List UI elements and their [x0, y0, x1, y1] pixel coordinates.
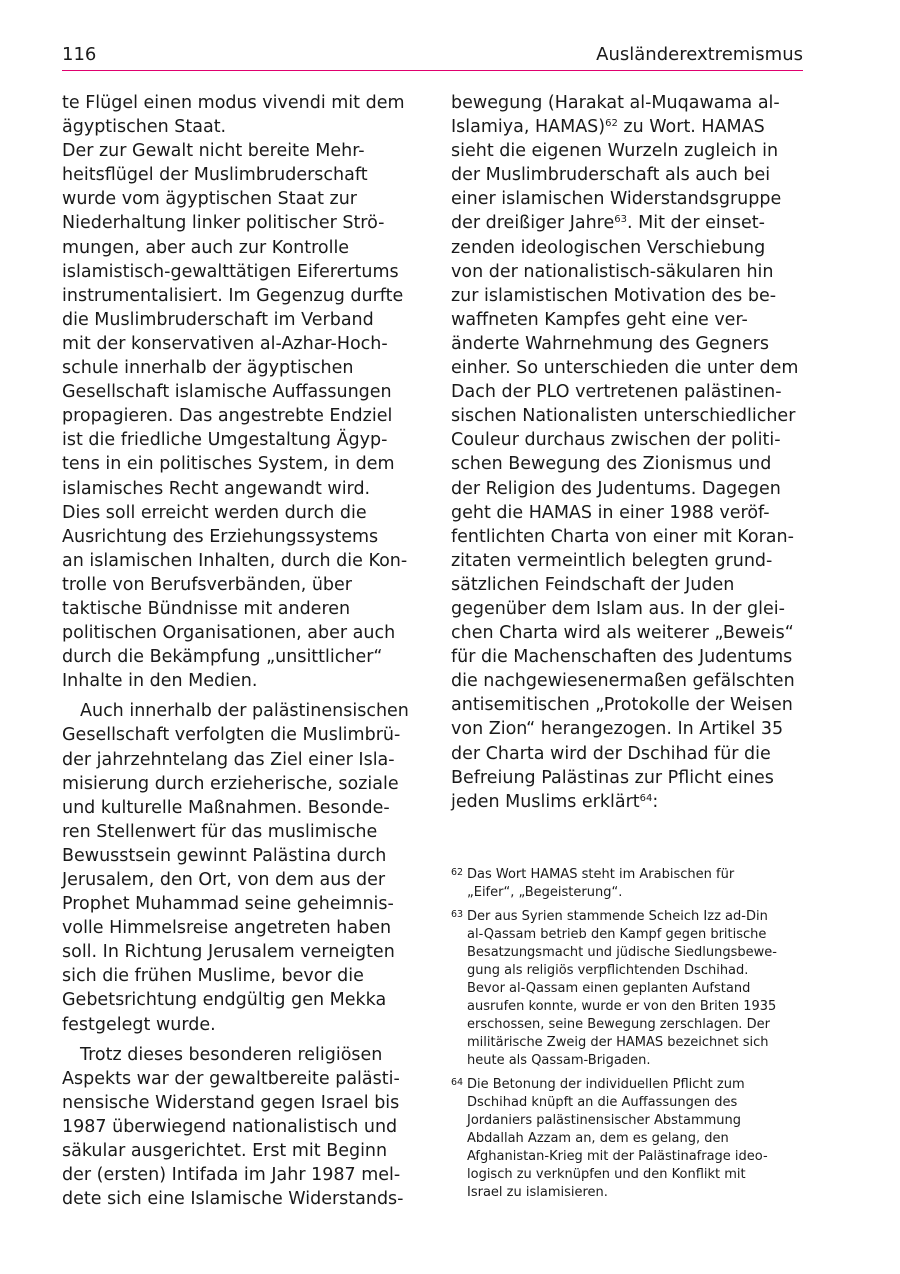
text-line: Der zur Gewalt nicht bereite Mehr-: [62, 141, 365, 162]
text-line: 1987 überwiegend nationalistisch und: [62, 1116, 398, 1137]
text-line: zur islamistischen Motivation des be-: [451, 285, 777, 306]
text-line: fentlichten Charta von einer mit Koran-: [451, 526, 794, 547]
text-line: nensische Widerstand gegen Israel bis: [62, 1092, 400, 1113]
paragraph: [451, 91, 803, 814]
footnote-number: 63: [451, 909, 464, 920]
text-line: der Muslimbruderschaft als auch bei: [451, 165, 771, 186]
text-line: einer islamischen Widerstandsgruppe: [451, 189, 782, 210]
footnote-line: gung als religiös verpflichtenden Dschihad.: [467, 963, 749, 978]
footnote-line: militärische Zweig der HAMAS bezeichnet sich: [467, 1035, 769, 1050]
paragraph: [62, 91, 414, 139]
footnote-ref[interactable]: 64: [639, 792, 653, 804]
footnote: [451, 866, 811, 902]
text-line: propagieren. Das angestrebte Endziel: [62, 406, 393, 427]
footnote-line: Afghanistan-Krieg mit der Palästinafrage ideo-: [467, 1149, 768, 1164]
text-line: waffneten Kampfes geht eine ver-: [451, 309, 748, 330]
text-line: Aspekts war der gewaltbereite palästi-: [62, 1068, 400, 1089]
text-line: der Religion des Judentums. Dagegen: [451, 478, 781, 499]
footnote-line: Besatzungsmacht und jüdische Siedlungsbewe-: [467, 945, 777, 960]
text-line: Jerusalem, den Ort, von dem aus der: [62, 870, 386, 890]
text-line: von der nationalistisch-säkularen hin: [451, 261, 774, 282]
footnote-line: Israel zu islamisieren.: [467, 1185, 608, 1200]
footnote-line: Abdallah Azzam an, dem es gelang, den: [467, 1131, 729, 1146]
page-number: 116: [62, 44, 97, 65]
text-line: der jahrzehntelang das Ziel einer Isla-: [62, 749, 395, 770]
text-line: änderte Wahrnehmung des Gegners: [451, 333, 769, 354]
text-line: misierung durch erzieherische, soziale: [62, 773, 399, 794]
text-line: Trotz dieses besonderen religiösen: [80, 1044, 383, 1065]
text-line: der (ersten) Intifada im Jahr 1987 mel-: [62, 1165, 401, 1186]
text-line: taktische Bündnisse mit anderen: [62, 598, 351, 619]
text-line: an islamischen Inhalten, durch die Kon-: [62, 550, 408, 571]
text-line: islamistisch-gewalttätigen Eiferertums: [62, 261, 399, 282]
text-line: jeden Muslims erklärt$^{64}$:: [451, 791, 659, 812]
text-line: trolle von Berufsverbänden, über: [62, 574, 352, 595]
footnotes: [451, 866, 811, 1208]
text-line: sich die frühen Muslime, bevor die: [62, 966, 364, 987]
text-line: bewegung (Harakat al-Muqawama al-: [451, 93, 780, 113]
text-line: Couleur durchaus zwischen der politi-: [451, 430, 781, 451]
text-line: Gesellschaft verfolgten die Muslimbrü-: [62, 725, 401, 746]
text-line: zitaten vermeintlich belegten grund-: [451, 550, 773, 571]
footnote-number: 62: [451, 867, 464, 878]
text-line: Niederhaltung linker politischer Strö-: [62, 213, 385, 234]
footnote-line: ausrufen konnte, wurde er von den Briten 1935: [467, 999, 777, 1014]
text-line: der Charta wird der Dschihad für die: [451, 743, 771, 764]
text-line: sätzlichen Feindschaft der Juden: [451, 574, 735, 595]
text-line: von Zion“ herangezogen. In Artikel 35: [451, 719, 784, 740]
text-line: durch die Bekämpfung „unsittlicher“: [62, 647, 383, 668]
text-line: zenden ideologischen Verschiebung: [451, 237, 766, 258]
paragraph: [62, 139, 414, 693]
footnote-line: erschossen, seine Bewegung zerschlagen. Der: [467, 1017, 770, 1032]
text-line: wurde vom ägyptischen Staat zur: [62, 189, 357, 210]
footnote-line: al-Qassam betrieb den Kampf gegen britische: [467, 927, 767, 942]
text-line: die Muslimbruderschaft im Verband: [62, 309, 374, 330]
text-line: Bewusstsein gewinnt Palästina durch: [62, 845, 387, 866]
footnote-line: Jordaniers palästinensischer Abstammung: [467, 1113, 742, 1128]
left-column: [62, 91, 414, 1211]
text-line: für die Machenschaften des Judentums: [451, 647, 793, 668]
text-line: Prophet Muhammad seine geheimnis-: [62, 894, 394, 915]
footnote-ref[interactable]: 63: [614, 214, 627, 226]
text-line: Dach der PLO vertretenen palästinen-: [451, 382, 782, 403]
text-line: und kulturelle Maßnahmen. Besonde-: [62, 797, 390, 818]
text-line: festgelegt wurde.: [62, 1014, 216, 1035]
text-line: Befreiung Palästinas zur Pflicht eines: [451, 767, 774, 788]
text-line: Islamiya, HAMAS)$^{62}$ zu Wort. HAMAS: [451, 117, 765, 138]
text-line: schen Bewegung des Zionismus und: [451, 454, 772, 475]
text-line: politischen Organisationen, aber auch: [62, 623, 396, 644]
text-line: sieht die eigenen Wurzeln zugleich in: [451, 141, 779, 162]
text-line: tens in ein politisches System, in dem: [62, 454, 395, 475]
paragraph: [62, 699, 414, 1036]
text-line: instrumentalisiert. Im Gegenzug durfte: [62, 285, 404, 306]
text-line: geht die HAMAS in einer 1988 veröf-: [451, 502, 770, 523]
text-line: einher. So unterschieden die unter dem: [451, 358, 799, 379]
footnote-line: heute als Qassam-Brigaden.: [467, 1053, 651, 1068]
text-line: ren Stellenwert für das muslimische: [62, 821, 378, 842]
footnote-line: Bevor al-Qassam einen geplanten Aufstand: [467, 981, 751, 996]
footnote-line: Dschihad knüpft an die Auffassungen des: [467, 1095, 738, 1110]
footnote-number: 64: [451, 1077, 464, 1088]
text-line: antisemitischen „Protokolle der Weisen: [451, 695, 793, 716]
footnote-line: logisch zu verknüpfen und den Konflikt mit: [467, 1167, 746, 1182]
text-line: volle Himmelsreise angetreten haben: [62, 918, 392, 939]
text-line: Inhalte in den Medien.: [62, 671, 258, 692]
footnote-line: Die Betonung der individuellen Pflicht zum: [467, 1077, 745, 1092]
text-line: gegenüber dem Islam aus. In der glei-: [451, 598, 785, 619]
text-line: ägyptischen Staat.: [62, 117, 227, 138]
footnote-line: Der aus Syrien stammende Scheich Izz ad-Din: [467, 909, 768, 924]
text-line: soll. In Richtung Jerusalem verneigten: [62, 942, 395, 963]
text-line: ist die friedliche Umgestaltung Ägyp-: [62, 430, 388, 451]
text-line: heitsflügel der Muslimbruderschaft: [62, 165, 368, 186]
text-line: der dreißiger Jahre$^{63}$. Mit der einset-: [451, 213, 765, 234]
footnote: [451, 908, 811, 1070]
footnote-ref[interactable]: 62: [605, 118, 618, 130]
right-column: [451, 91, 803, 814]
paragraph: [62, 1043, 414, 1212]
text-line: islamisches Recht angewandt wird.: [62, 478, 371, 499]
footnote-line: „Eifer“, „Begeisterung“.: [467, 885, 623, 900]
text-line: te Flügel einen modus vivendi mit dem: [62, 93, 405, 113]
text-line: die nachgewiesenermaßen gefälschten: [451, 671, 795, 692]
text-line: Gesellschaft islamische Auffassungen: [62, 382, 392, 403]
text-line: mungen, aber auch zur Kontrolle: [62, 237, 350, 258]
text-line: chen Charta wird als weiterer „Beweis“: [451, 623, 794, 644]
text-line: Auch innerhalb der palästinensischen: [80, 701, 409, 722]
footnote: [451, 1076, 811, 1202]
text-line: dete sich eine Islamische Widerstands-: [62, 1189, 404, 1210]
text-line: schule innerhalb der ägyptischen: [62, 358, 354, 379]
running-title: Ausländerextremismus: [596, 44, 803, 65]
page-header: [62, 44, 803, 71]
text-line: Ausrichtung des Erziehungssystems: [62, 526, 379, 547]
footnote-line: Das Wort HAMAS steht im Arabischen für: [467, 867, 735, 882]
text-line: Dies soll erreicht werden durch die: [62, 502, 367, 523]
text-line: säkular ausgerichtet. Erst mit Beginn: [62, 1141, 388, 1162]
text-line: sischen Nationalisten unterschiedlicher: [451, 406, 796, 427]
text-line: Gebetsrichtung endgültig gen Mekka: [62, 990, 387, 1011]
text-line: mit der konservativen al-Azhar-Hoch-: [62, 333, 388, 354]
